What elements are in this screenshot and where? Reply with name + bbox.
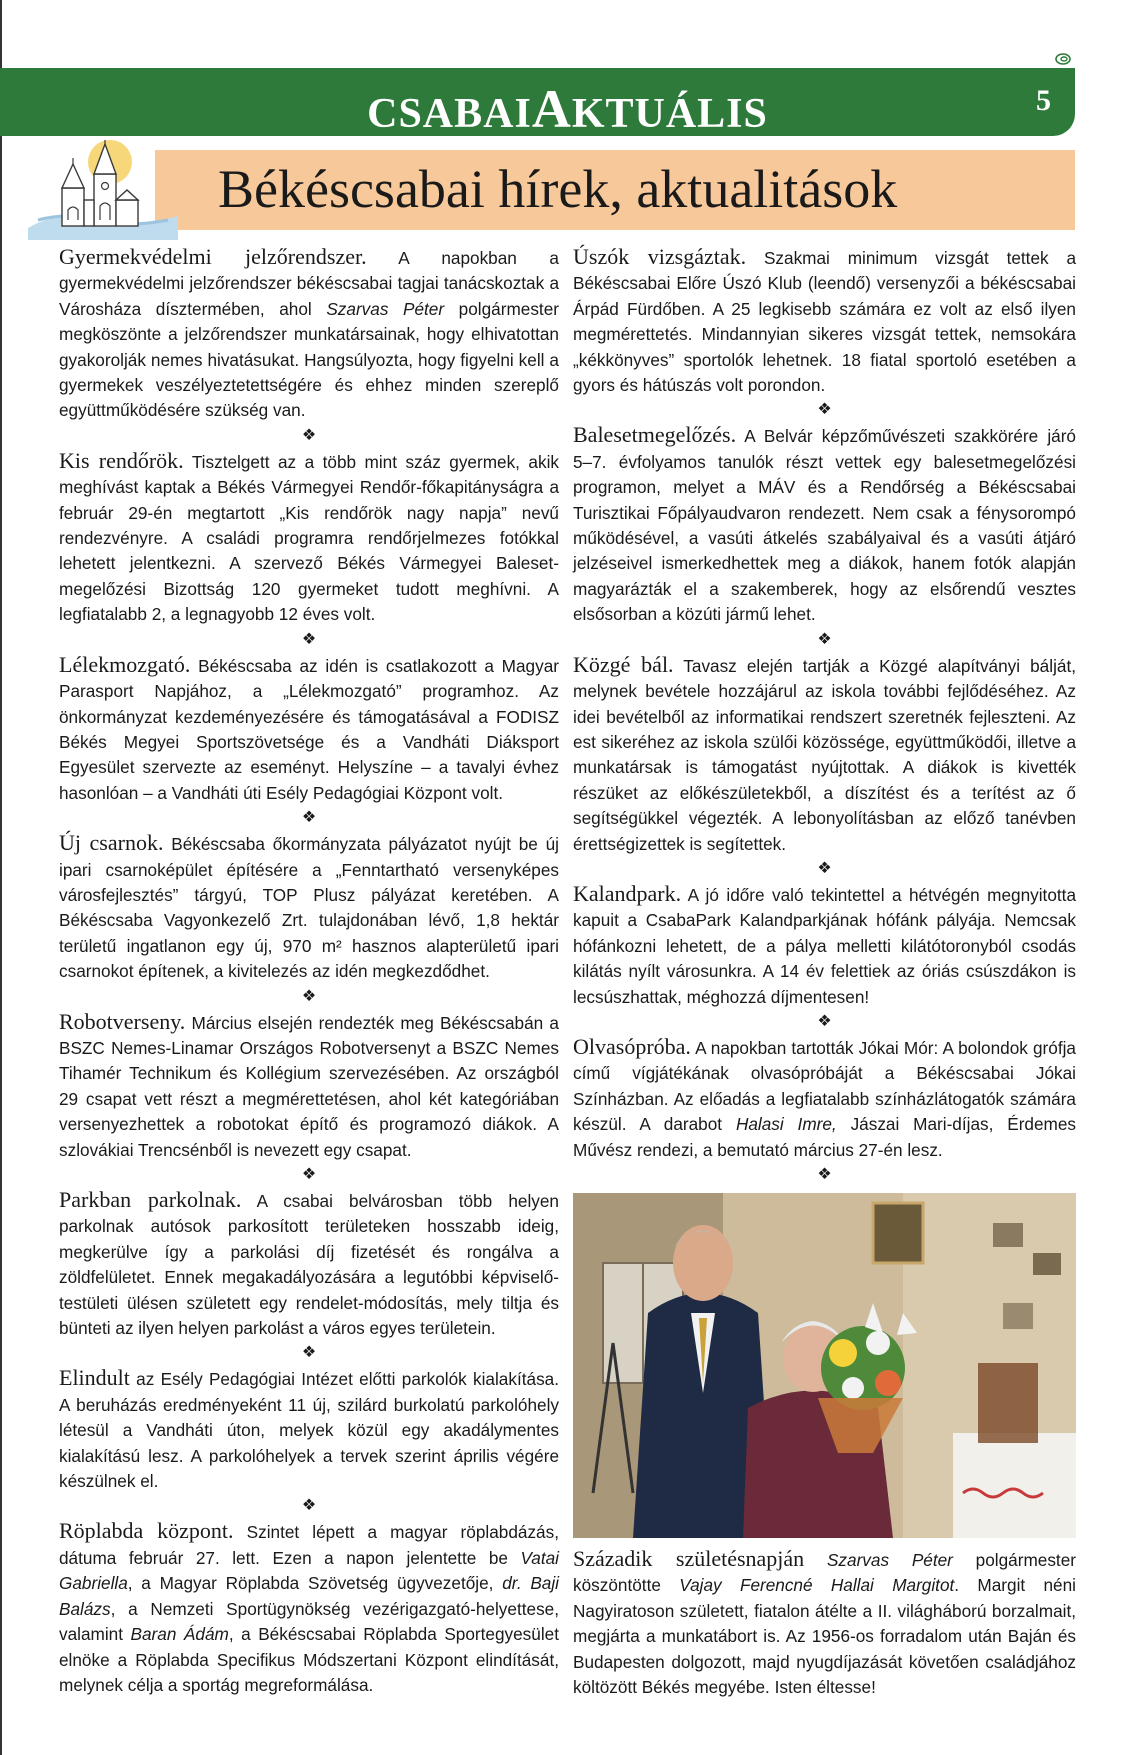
body-text: az Esély Pedagógiai Intézet előtti parkolók kialakítása. A beruházás eredményeként 11 új, szilárd burkolatú parkolóhely létesül a Vandháti úton, melyek közül egy akadálymentes kialakítású lesz. A parkolóhelyek a tervek szerint április végére készülnek el.	[59, 1369, 559, 1492]
publication-title: CSABAIAKTUÁLIS	[367, 79, 768, 139]
article-body	[59, 834, 559, 981]
article-heading: Lélekmozgató.	[59, 651, 191, 677]
italic-name: dr. Baji Balázs	[59, 1573, 559, 1619]
article-heading: Robotverseny.	[59, 1008, 186, 1034]
separator-icon: ❖	[301, 809, 317, 827]
separator-icon: ❖	[817, 1012, 832, 1030]
body-text: Jászai Mari-díjas, Érdemes Művész rendezi, a bemutató március 27-én lesz.	[573, 1114, 1077, 1160]
body-text: , a Nemzeti Sportügynökség vezérigazgató-helyettese, valamint	[59, 1598, 559, 1645]
article-body	[59, 1522, 559, 1694]
article-heading: Olvasópróba.	[573, 1033, 691, 1059]
article-body	[573, 426, 1076, 624]
body-text: A csabai belvárosban több helyen parkolnak autósok parkosított területeken hosszabb ideig, megkerülve így a parkolási díj fizetését és rongálva a zöldfelületet. Ennek megakadályozására a legutóbbi képviselő-testületi ülésen született egy rendelet-módosítás, mely tiltja és bünteti az ilyen helyen parkolást a város egyes területein.	[59, 1191, 559, 1339]
article-heading: Parkban parkolnak.	[59, 1187, 242, 1212]
article-kis-rendorok	[59, 448, 559, 628]
article-heading: Elindult	[59, 1365, 130, 1391]
article-body	[573, 1550, 1076, 1697]
article-body	[59, 1191, 559, 1338]
body-text: Március elsején rendezték meg Békéscsabán a BSZC Nemes-Linamar Országos Robotversenyt a BSZC Nemes Tihamér Technikum és Kollégium szervezésében. Az országból 29 csapat vett részt a megmérettetésen, ahol két kategóriában versenyezhettek a robotokat építő és programozó diákok. A szlovákiai Trencsénből is nevezett egy csapat.	[59, 1012, 559, 1160]
article-heading: Új csarnok.	[59, 830, 164, 856]
article-roplabda-kozpont	[59, 1518, 559, 1698]
body-text: . Margit néni Nagyiratoson született, fiatalon átélte a II. világháború borzalmait, megjárta a munkatábort is. Az 1956-os forradalom után Baján és Budapesten dolgozott, majd nyugdíjazását követően családjához költözött Békés megyébe. Isten éltesse!	[573, 1575, 1076, 1698]
article-body	[59, 248, 559, 420]
section-title: Békéscsabai hírek, aktualitások	[218, 159, 898, 219]
body-text: A napokban a gyermekvédelmi jelzőrendszer békéscsabai tagjai tanácskoztak a Városháza dísztermében, ahol	[59, 248, 559, 319]
body-text: Békéscsaba az idén is csatlakozott a Magyar Parasport Napjához, a „Lélekmozgató” programhoz. Az önkormányzat kezdeményezésére és támogatásával a FODISZ Békés Megyei Sportszövetsége és a Vandháti Diáksport Egyesület szervezte az eseményt. Helyszíne – a tavalyi évhez hasonlóan – a Vandháti úti Esély Pedagógiai Központ volt.	[59, 655, 559, 803]
body-text: , a Békéscsabai Röplabda Sportegyesület elnöke a Röplabda Specifikus Módszertani Központ elindítását, melynek célja a sportág megreformálása.	[59, 1624, 559, 1695]
article-kozge-bal	[573, 652, 1076, 857]
italic-name: Szarvas Péter	[326, 298, 445, 319]
separator-icon: ❖	[301, 1344, 317, 1362]
article-uszok-vizsgaztak	[573, 244, 1076, 398]
italic-name: Szarvas Péter	[826, 1550, 953, 1570]
italic-name: Halasi Imre,	[735, 1114, 837, 1135]
page-number: 5	[1036, 84, 1051, 117]
article-lelekmozgato	[59, 652, 559, 806]
separator-icon: ❖	[817, 1166, 832, 1183]
article-body	[573, 248, 1076, 395]
article-gyermekvedelmi	[59, 244, 559, 424]
italic-name: Vajay Ferencné Hallai Margitot	[679, 1575, 955, 1596]
birthday-photo-illustration	[573, 1193, 1076, 1538]
body-text: A napokban tartották Jókai Mór: A bolondok grófja című vígjátékának olvasópróbáját a Békéscsabai Jókai Színházban. Az előadás a legfiatalabb színházlátogatók számára készül. A darabot	[573, 1037, 1076, 1135]
article-parkban-parkolnak	[59, 1187, 559, 1341]
separator-icon: ❖	[301, 1166, 317, 1183]
article-heading: Gyermekvédelmi jelzőrendszer.	[59, 244, 367, 269]
photo-caption	[573, 1546, 1076, 1700]
separator-icon: ❖	[301, 630, 317, 648]
article-body	[59, 1369, 559, 1491]
separator-icon: ❖	[301, 987, 317, 1005]
body-text: Szakmai minimum vizsgát tettek a Békéscsabai Előre Úszó Klub (leendő) versenyzői a békéscsabai Árpád Fürdőben. A 25 legkisebb számára ez volt az első ilyen megmérettetés. Mindannyian sikeres vizsgát tettek, nemsokára „kékkönyves” sportolók lehetnek. 18 fiatal sportoló esetében a gyors és hátúszás volt porondon.	[573, 248, 1077, 396]
article-body	[573, 656, 1076, 854]
left-column	[59, 244, 559, 1698]
article-heading: Úszók vizsgáztak.	[573, 244, 747, 269]
body-text: A jó időre való tekintettel a hétvégén megnyitotta kapuit a CsabaPark Kalandparkjának hófánk pályája. Nemcsak hófánkozni lehetett, de a pálya melletti kilátótoronyból csodás kilátás nyílt városunkra. A 14 év felettiek az óriás csúszdákon is lecsúszhattak, méghozzá díjmentesen!	[573, 884, 1076, 1007]
article-balesetmegelozes	[573, 422, 1076, 627]
caption-heading: Századik születésnapján	[573, 1546, 805, 1571]
body-text: Szintet lépett a magyar röplabdázás, dátuma február 27. lett. Ezen a napon jelentette be	[59, 1522, 559, 1568]
separator-icon: ❖	[817, 859, 832, 877]
article-body	[59, 656, 559, 803]
body-text: polgármester köszöntötte	[573, 1550, 1076, 1596]
italic-name: Vatai Gabriella	[59, 1547, 559, 1594]
separator-icon: ❖	[301, 1497, 317, 1515]
article-heading: Közgé bál.	[573, 651, 674, 677]
separator-icon: ❖	[817, 401, 832, 419]
swirl-icon	[1054, 52, 1072, 66]
body-text: polgármester megköszönte a jelzőrendszer munkatársainak, hogy elhivatottan gyakorolják nemes hivatásukat. Hangsúlyozta, hogy figyelni kell a gyermekek veszélyeztetettségére és ehhez minden szereplő együttműködésére szükség van.	[59, 298, 559, 421]
body-text	[804, 1550, 827, 1570]
italic-name: Baran Ádám	[130, 1624, 229, 1645]
article-heading: Kis rendőrök.	[59, 447, 184, 473]
article-robotverseny	[59, 1009, 559, 1163]
article-heading: Röplabda központ.	[59, 1518, 234, 1544]
church-logo-icon	[28, 140, 178, 240]
body-text: A Belvár képzőművészeti szakkörére járó 5–7. évfolyamos tanulók részt vettek egy balesetmegelőzési programon, melyet a MÁV és a Rendőrség a Békéscsabai Turisztikai Főpályaudvaron rendezett. Nem csak a fénysorompó működésével, a vasúti átkelés szabályaival és a vasúti átjáró jelzéseivel ismerkedhettek meg a diákok, hanem fotók alapján magyarázták el a szakemberek, hogy az elsőrendű vesztes elsősorban a közúti jármű lehet.	[573, 426, 1076, 625]
separator-icon: ❖	[301, 426, 317, 444]
body-text: Tisztelgett az a több mint száz gyermek, akik meghívást kaptak a Békés Vármegyei Rendőr-főkapitányságra a február 29-én megtartott „Kis rendőrök nagy napja” nevű rendezvényre. A családi programra rendőrjelmezes fotókkal lehetett jelentkezni. A szervező Békés Vármegyei Baleset-megelőzési Bizottság 120 gyermeket tudott meghívni. A legfiatalabb 2, a legnagyobb 12 éves volt.	[59, 451, 559, 625]
separator-icon: ❖	[817, 630, 832, 648]
article-olvasoproba	[573, 1034, 1076, 1163]
body-text: , a Magyar Röplabda Szövetség ügyvezetője,	[127, 1573, 503, 1594]
article-elindult	[59, 1365, 559, 1494]
article-kalandpark	[573, 881, 1076, 1010]
body-text: Tavasz elején tartják a Közgé alapítványi bálját, melynek bevétele hozzájárul az iskola további fejlődéséhez. Az idei bevételből az informatikai rendszert szeretnék fejleszteni. Az est sikeréhez az iskola szülői közössége, együttműködői, illetve a munkatársak is támogatást nyújtottak. A diákok is kivették részüket az előkészületekből, a díszítést és a terítést az ő segítségükkel végezték. A lebonyolításban az előző tanévben érettségizettek is segítettek.	[573, 655, 1076, 854]
article-heading: Balesetmegelőzés.	[573, 422, 737, 448]
article-body	[59, 452, 559, 624]
body-text: Békéscsaba őkormányzata pályázatot nyújt be új ipari csarnoképület építésére a „Fenntartható versenyképes városfejlesztés” tárgyú, TOP Plusz pályázat keretében. A Békéscsaba Vagyonkezelő Zrt. tulajdonában lévő, 1,8 hektár területű ingatlanon egy új, 970 m² hasznos alapterületű ipari csarnokot építenek, a kivitelezés az idén megkezdődhet.	[59, 834, 560, 982]
right-column	[573, 244, 1076, 1700]
birthday-photo	[573, 1193, 1076, 1538]
article-body	[59, 1013, 559, 1160]
article-heading: Kalandpark.	[573, 880, 682, 906]
article-uj-csarnok	[59, 830, 559, 984]
